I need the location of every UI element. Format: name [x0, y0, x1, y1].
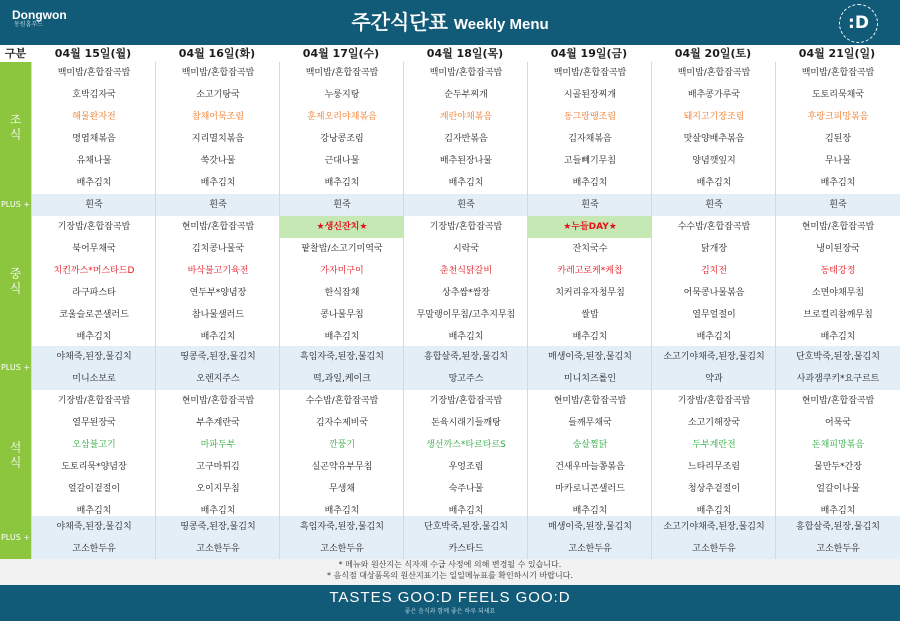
menu-item: 흑임자죽,된장,물김치: [300, 522, 384, 532]
menu-item: 닭개장: [700, 244, 728, 254]
plus-section: [0, 194, 900, 217]
day-column: [527, 390, 652, 522]
menu-item: 흰죽: [333, 200, 351, 210]
day-header-row: [0, 45, 900, 63]
menu-item: 유채나물: [76, 156, 112, 166]
menu-item: 배추김치: [448, 332, 484, 342]
day-column: [403, 62, 528, 194]
day-column: [651, 346, 776, 390]
menu-item: 라구파스타: [72, 288, 116, 298]
menu-item: 춘천식닭갈비: [439, 266, 493, 276]
menu-item: 청상추겉절이: [687, 484, 741, 494]
menu-item: 어묵콩나물볶음: [683, 288, 745, 298]
menu-item: 김치전: [700, 266, 728, 276]
day-column: [155, 516, 280, 560]
menu-item: 얼갈이나물: [816, 484, 860, 494]
menu-item: 양념깻잎지: [692, 156, 736, 166]
meal-section: [0, 216, 900, 349]
day-column: [651, 62, 776, 194]
day-header-3: 04월 17일(수): [302, 47, 380, 60]
menu-item: 배추된장나물: [439, 156, 493, 166]
day-column: [279, 390, 404, 522]
menu-item: 고구마튀김: [196, 462, 240, 472]
menu-item: 현미밥/혼합잡곡밥: [801, 222, 875, 232]
day-column: [527, 516, 652, 560]
menu-item: 쌀밥: [581, 310, 599, 320]
day-column: [527, 62, 652, 194]
menu-item: 흰죽: [705, 200, 723, 210]
menu-item: 미니소보로: [72, 374, 116, 384]
menu-item: 배추김치: [572, 506, 608, 516]
day-header-1: 04월 15일(월): [54, 47, 132, 60]
menu-item: 망고주스: [448, 374, 484, 384]
note-line: * 메뉴와 원산지는 식자재 수급 사정에 의해 변경될 수 있습니다.: [338, 560, 562, 569]
menu-item: 쑥갓나물: [200, 156, 236, 166]
menu-item: 현미밥/혼합잡곡밥: [181, 222, 255, 232]
menu-item: 띵콩죽,된장,물김치: [180, 352, 256, 362]
day-column: [527, 194, 652, 216]
menu-item: 소고기야채죽,된장,물김치: [663, 522, 765, 532]
menu-item: 단호박죽,된장,물김치: [796, 352, 880, 362]
menu-item: 돼지고기장조림: [683, 112, 745, 122]
menu-item: 배추김치: [324, 332, 360, 342]
menu-item: 소고기야채죽,된장,물김치: [663, 352, 765, 362]
menu-item: 참나물샐러드: [191, 310, 245, 320]
menu-item: 배추콩가루국: [687, 90, 741, 100]
menu-item: 강낭콩조림: [320, 134, 364, 144]
menu-item: 참채어묵조림: [191, 112, 245, 122]
day-column: [403, 516, 528, 560]
menu-item: 팥찰밥/소고기미역국: [301, 244, 383, 254]
menu-item: 약과: [705, 374, 723, 384]
menu-item: 흰죽: [829, 200, 847, 210]
menu-item: 배추김치: [696, 506, 732, 516]
menu-item: 백미밥/혼합잡곡밥: [181, 68, 255, 78]
menu-item: 상추쌈*쌈장: [442, 288, 490, 298]
brand-subtitle: 동원홈푸드: [14, 21, 43, 28]
menu-item: 배추김치: [324, 178, 360, 188]
section-label: 석식: [0, 390, 31, 522]
menu-item: 배추김치: [572, 332, 608, 342]
menu-item: 수수밥/혼합잡곡밥: [305, 396, 379, 406]
menu-item: 고들빼기무침: [563, 156, 617, 166]
menu-item: 김자반볶음: [444, 134, 488, 144]
menu-item: 연두부*양념장: [189, 288, 247, 298]
menu-item: 기장밥/혼합잡곡밥: [677, 396, 751, 406]
menu-item: 배추김치: [200, 332, 236, 342]
menu-item: 고소한두유: [72, 544, 116, 554]
menu-item: 소고기탕국: [196, 90, 240, 100]
menu-item: 시락국: [452, 244, 480, 254]
menu-item: 매생이죽,된장,물김치: [548, 522, 632, 532]
menu-item: 흥합살죽,된장,물김치: [796, 522, 880, 532]
day-header-7: 04월 21일(일): [798, 47, 876, 60]
menu-item: 가자미구이: [320, 266, 364, 276]
day-column: [775, 194, 900, 216]
day-column: [775, 390, 900, 522]
menu-item: 배추김치: [820, 506, 856, 516]
menu-item: 무말랭이무침/고추지무침: [416, 310, 516, 320]
menu-item: 오삼불고기: [72, 440, 116, 450]
menu-item: 마파두부: [200, 440, 236, 450]
menu-item: 흰죽: [581, 200, 599, 210]
menu-item: 기장밥/혼합잡곡밥: [429, 396, 503, 406]
menu-item: 순두부찌개: [444, 90, 488, 100]
menu-item: 오렌지주스: [196, 374, 240, 384]
page-title: [0, 0, 900, 45]
section-label: PLUS +: [0, 346, 31, 390]
menu-item: 고소한두유: [692, 544, 736, 554]
menu-item: 떡,과일,케이크: [313, 374, 371, 384]
menu-item: 매생이죽,된장,물김치: [548, 352, 632, 362]
menu-item: 수수밥/혼합잡곡밥: [677, 222, 751, 232]
menu-item: 고소한두유: [568, 544, 612, 554]
menu-item: 동그랑땡조림: [563, 112, 617, 122]
brand-logo: Dongwon: [12, 8, 67, 22]
menu-item: 건새우마늘쫑볶음: [555, 462, 625, 472]
menu-item: 고소한두유: [320, 544, 364, 554]
menu-item: 해물완자전: [72, 112, 116, 122]
menu-item: 부추계란국: [196, 418, 240, 428]
menu-item: 배추김치: [324, 506, 360, 516]
menu-item: 훈제오리야채볶음: [307, 112, 377, 122]
menu-item: 도토리묵채국: [811, 90, 865, 100]
menu-item: 실곤약유부무침: [311, 462, 373, 472]
menu-item: 백미밥/혼합잡곡밥: [553, 68, 627, 78]
day-column: [279, 216, 404, 348]
day-column: [31, 216, 156, 348]
menu-item: 배추김치: [696, 178, 732, 188]
title-korean: 주간식단표: [351, 10, 448, 34]
menu-item: 배추김치: [448, 506, 484, 516]
day-column: [31, 346, 156, 390]
menu-item: 흥합살죽,된장,물김치: [424, 352, 508, 362]
event-banner: ★생신잔치★: [280, 216, 404, 238]
meal-section: [0, 62, 900, 195]
menu-item: 김치콩나물국: [191, 244, 245, 254]
section-label: PLUS +: [0, 516, 31, 560]
day-column: [279, 346, 404, 390]
day-column: [403, 216, 528, 348]
menu-item: 얼갈이겉절이: [67, 484, 121, 494]
menu-item: 현미밥/혼합잡곡밥: [553, 396, 627, 406]
day-header-4: 04월 18일(목): [426, 47, 504, 60]
menu-item: 계란야채볶음: [439, 112, 493, 122]
menu-item: 흰죽: [209, 200, 227, 210]
menu-item: 냉이된장국: [816, 244, 860, 254]
menu-item: 도토리묵*양념장: [61, 462, 127, 472]
menu-item: 느타리무조림: [687, 462, 741, 472]
day-column: [651, 390, 776, 522]
plus-section: [0, 346, 900, 391]
menu-item: 백미밥/혼합잡곡밥: [57, 68, 131, 78]
column-label: 구분: [4, 47, 27, 60]
menu-item: 기장밥/혼합잡곡밥: [57, 222, 131, 232]
menu-item: 백미밥/혼합잡곡밥: [305, 68, 379, 78]
day-column: [155, 194, 280, 216]
menu-item: 김자수제비국: [315, 418, 369, 428]
menu-item: 미니치즈롤인: [563, 374, 617, 384]
menu-item: 돈육시래기들깨탕: [431, 418, 501, 428]
menu-item: 한식잡채: [324, 288, 360, 298]
notes-area: [0, 559, 900, 585]
menu-item: 김자채볶음: [568, 134, 612, 144]
menu-item: 코울슬로콘샐러드: [59, 310, 129, 320]
menu-item: 누룽지탕: [324, 90, 360, 100]
menu-item: 배추김치: [820, 178, 856, 188]
day-column: [403, 346, 528, 390]
menu-item: 근대나물: [324, 156, 360, 166]
menu-item: 시골된장찌개: [563, 90, 617, 100]
menu-item: 고소한두유: [816, 544, 860, 554]
smile-badge-icon: :D: [839, 4, 878, 43]
menu-item: 배추김치: [696, 332, 732, 342]
event-banner: ★누들DAY★: [528, 216, 652, 238]
day-column: [155, 346, 280, 390]
menu-item: 후랑크피망볶음: [807, 112, 869, 122]
menu-item: 바삭불고기육전: [187, 266, 249, 276]
day-column: [279, 194, 404, 216]
menu-item: 명엽채볶음: [72, 134, 116, 144]
menu-item: 열무얼절이: [692, 310, 736, 320]
menu-item: 브로컬리참깨무침: [803, 310, 873, 320]
day-column: [31, 390, 156, 522]
menu-item: 들깨무채국: [568, 418, 612, 428]
menu-item: 숭살찜닭: [572, 440, 608, 450]
menu-item: 기장밥/혼합잡곡밥: [57, 396, 131, 406]
menu-item: 물만두*간장: [814, 462, 862, 472]
menu-item: 김된장: [824, 134, 852, 144]
menu-item: 소고기해장국: [687, 418, 741, 428]
menu-item: 호박김자국: [72, 90, 116, 100]
menu-item: 마카로니콘샐러드: [555, 484, 625, 494]
menu-item: 무나물: [824, 156, 852, 166]
menu-item: 동태강정: [820, 266, 856, 276]
menu-item: 백미밥/혼합잡곡밥: [429, 68, 503, 78]
menu-item: 지리멸치볶음: [191, 134, 245, 144]
menu-item: 배추김치: [448, 178, 484, 188]
header-bar: [0, 0, 900, 45]
menu-item: 숙주나물: [448, 484, 484, 494]
menu-item: 배추김치: [76, 332, 112, 342]
day-column: [155, 62, 280, 194]
section-label: PLUS +: [0, 194, 31, 216]
menu-item: 백미밥/혼합잡곡밥: [677, 68, 751, 78]
day-column: [775, 346, 900, 390]
menu-item: 현미밥/혼합잡곡밥: [181, 396, 255, 406]
menu-item: 백미밥/혼합잡곡밥: [801, 68, 875, 78]
day-column: [651, 516, 776, 560]
menu-item: 띵콩죽,된장,물김치: [180, 522, 256, 532]
day-column: [775, 216, 900, 348]
day-column: [527, 216, 652, 348]
day-header-5: 04월 19일(금): [550, 47, 628, 60]
footer-subtext: 좋은 음식과 함께 좋은 하루 되세요: [404, 608, 496, 615]
menu-item: 치커리유자청무침: [555, 288, 625, 298]
menu-item: 야채죽,된장,물김치: [56, 352, 132, 362]
menu-item: 카스타드: [448, 544, 484, 554]
menu-item: 오이지무침: [196, 484, 240, 494]
menu-item: 흰죽: [457, 200, 475, 210]
menu-item: 돈채피망볶음: [811, 440, 865, 450]
menu-item: 무생채: [328, 484, 356, 494]
day-column: [403, 194, 528, 216]
meal-section: [0, 390, 900, 523]
menu-item: 흑임자죽,된장,물김치: [300, 352, 384, 362]
menu-item: 배추김치: [76, 506, 112, 516]
day-header-6: 04월 20일(토): [674, 47, 752, 60]
menu-item: 흰죽: [85, 200, 103, 210]
menu-item: 배추김치: [572, 178, 608, 188]
menu-item: 잔치국수: [572, 244, 608, 254]
title-english: Weekly Menu: [453, 16, 549, 33]
menu-item: 야채죽,된장,물김치: [56, 522, 132, 532]
menu-item: 배추김치: [820, 332, 856, 342]
day-column: [31, 194, 156, 216]
day-column: [651, 216, 776, 348]
plus-section: [0, 516, 900, 561]
menu-item: 북어무채국: [72, 244, 116, 254]
menu-item: 현미밥/혼합잡곡밥: [801, 396, 875, 406]
day-header-2: 04월 16일(화): [178, 47, 256, 60]
menu-item: 단호박죽,된장,물김치: [424, 522, 508, 532]
menu-item: 카레고로케*케찹: [557, 266, 623, 276]
menu-item: 어묵국: [824, 418, 852, 428]
day-column: [403, 390, 528, 522]
day-column: [527, 346, 652, 390]
menu-item: 두부계란전: [692, 440, 736, 450]
day-column: [31, 516, 156, 560]
day-column: [775, 516, 900, 560]
menu-item: 고소한두유: [196, 544, 240, 554]
menu-item: 우엉조림: [448, 462, 484, 472]
section-label: 중식: [0, 216, 31, 348]
menu-item: 열무된장국: [72, 418, 116, 428]
note-line: * 음식점 대상품목의 원산지표기는 일일메뉴표를 확인하시기 바랍니다.: [327, 571, 573, 580]
day-column: [279, 516, 404, 560]
menu-item: 배추김치: [200, 506, 236, 516]
menu-item: 깐풍기: [328, 440, 356, 450]
footer-bar: [0, 585, 900, 621]
menu-item: 콩나물무침: [320, 310, 364, 320]
footer-slogan: TASTES GOO:D FEELS GOO:D: [329, 589, 571, 606]
day-column: [155, 216, 280, 348]
menu-item: 생선까스*타르타르S: [426, 440, 506, 450]
menu-item: 배추김치: [76, 178, 112, 188]
day-column: [279, 62, 404, 194]
menu-item: 맛살양배추볶음: [683, 134, 745, 144]
menu-item: 기장밥/혼합잡곡밥: [429, 222, 503, 232]
menu-item: 소면야채무침: [811, 288, 865, 298]
day-column: [651, 194, 776, 216]
section-label: 조식: [0, 62, 31, 194]
day-column: [31, 62, 156, 194]
menu-item: 배추김치: [200, 178, 236, 188]
day-column: [155, 390, 280, 522]
day-column: [775, 62, 900, 194]
menu-item: 치킨까스*머스타드D: [53, 266, 135, 276]
menu-item: 사과잼쿠키*요구르트: [796, 374, 880, 384]
